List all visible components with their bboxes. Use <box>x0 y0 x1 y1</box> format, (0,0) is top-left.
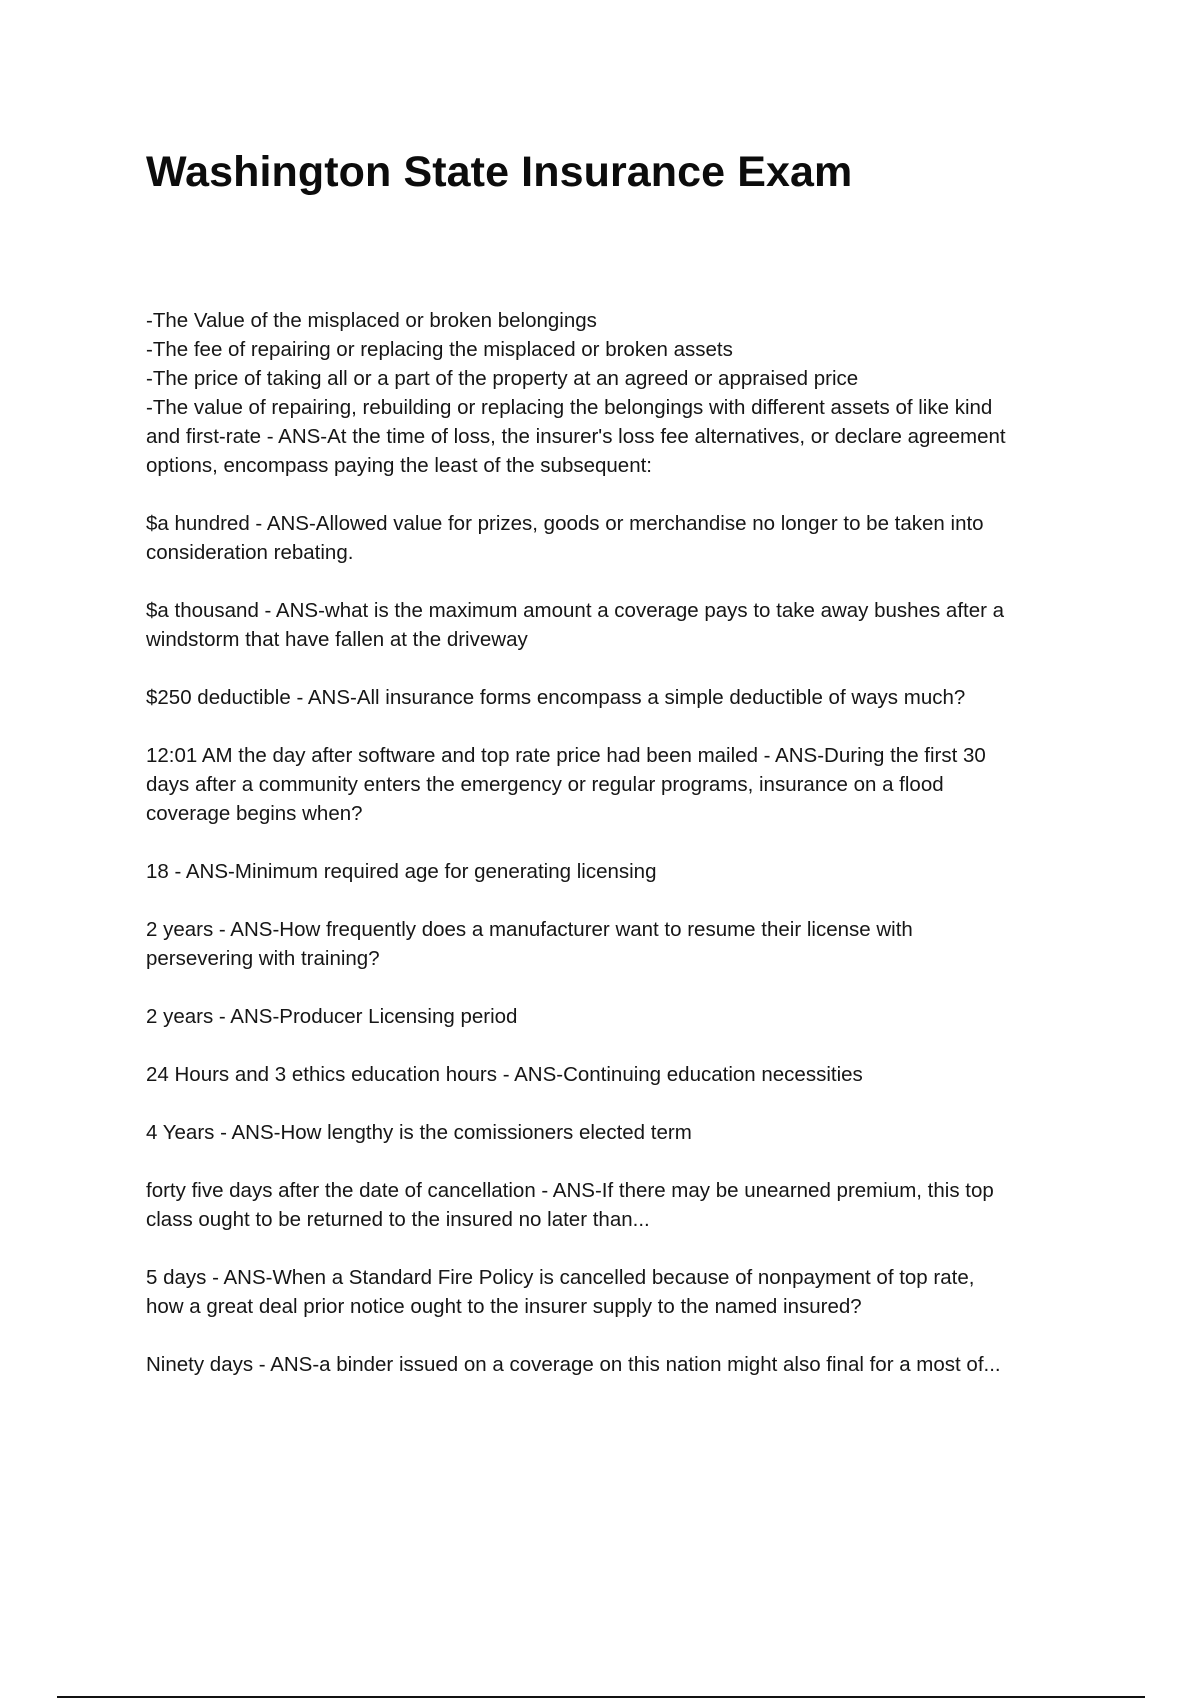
qa-text-line: -The price of taking all or a part of the property at an agreed or appraised price <box>146 367 859 390</box>
qa-text-line: $250 deductible - ANS-All insurance forms encompass a simple deductible of ways much? <box>146 686 966 709</box>
qa-paragraph <box>146 857 1091 886</box>
qa-text-line: 4 Years - ANS-How lengthy is the comissioners elected term <box>146 1121 692 1144</box>
qa-text-line: 12:01 AM the day after software and top rate price had been mailed - ANS-During the first 30 <box>146 744 986 767</box>
qa-paragraph <box>146 1002 1091 1031</box>
qa-text-line: 18 - ANS-Minimum required age for generating licensing <box>146 860 657 883</box>
qa-paragraph <box>146 1263 1091 1321</box>
qa-text-line: persevering with training? <box>146 947 380 970</box>
qa-text-line: options, encompass paying the least of the subsequent: <box>146 454 653 477</box>
qa-text-line: $a hundred - ANS-Allowed value for prizes, goods or merchandise no longer to be taken into <box>146 512 984 535</box>
qa-text-line: and first-rate - ANS-At the time of loss, the insurer's loss fee alternatives, or declare agreement <box>146 425 1006 448</box>
qa-paragraph <box>146 306 1091 480</box>
qa-paragraph <box>146 1118 1091 1147</box>
qa-text-line: windstorm that have fallen at the driveway <box>146 628 528 651</box>
qa-text-line: -The fee of repairing or replacing the misplaced or broken assets <box>146 338 733 361</box>
qa-text-line: days after a community enters the emergency or regular programs, insurance on a flood <box>146 773 944 796</box>
qa-paragraph <box>146 1060 1091 1089</box>
qa-text-line: -The Value of the misplaced or broken belongings <box>146 309 597 332</box>
qa-text-line: coverage begins when? <box>146 802 363 825</box>
qa-paragraph <box>146 915 1091 973</box>
qa-text-line: -The value of repairing, rebuilding or replacing the belongings with different assets of like kind <box>146 396 993 419</box>
document-body <box>146 306 1091 1408</box>
qa-text-line: 2 years - ANS-Producer Licensing period <box>146 1005 518 1028</box>
footer-divider <box>57 1696 1145 1698</box>
qa-paragraph <box>146 683 1091 712</box>
qa-text-line: Ninety days - ANS-a binder issued on a coverage on this nation might also final for a most of... <box>146 1353 1001 1376</box>
qa-text-line: 5 days - ANS-When a Standard Fire Policy is cancelled because of nonpayment of top rate, <box>146 1266 975 1289</box>
qa-paragraph <box>146 741 1091 828</box>
qa-paragraph <box>146 509 1091 567</box>
qa-text-line: 2 years - ANS-How frequently does a manufacturer want to resume their license with <box>146 918 913 941</box>
qa-paragraph <box>146 1176 1091 1234</box>
qa-text-line: consideration rebating. <box>146 541 354 564</box>
qa-text-line: 24 Hours and 3 ethics education hours - ANS-Continuing education necessities <box>146 1063 863 1086</box>
qa-paragraph <box>146 596 1091 654</box>
qa-text-line: $a thousand - ANS-what is the maximum amount a coverage pays to take away bushes after a <box>146 599 1005 622</box>
qa-paragraph <box>146 1350 1091 1379</box>
qa-text-line: class ought to be returned to the insured no later than... <box>146 1208 650 1231</box>
page-title: Washington State Insurance Exam <box>146 148 853 196</box>
qa-text-line: how a great deal prior notice ought to the insurer supply to the named insured? <box>146 1295 862 1318</box>
qa-text-line: forty five days after the date of cancellation - ANS-If there may be unearned premium, this top <box>146 1179 994 1202</box>
